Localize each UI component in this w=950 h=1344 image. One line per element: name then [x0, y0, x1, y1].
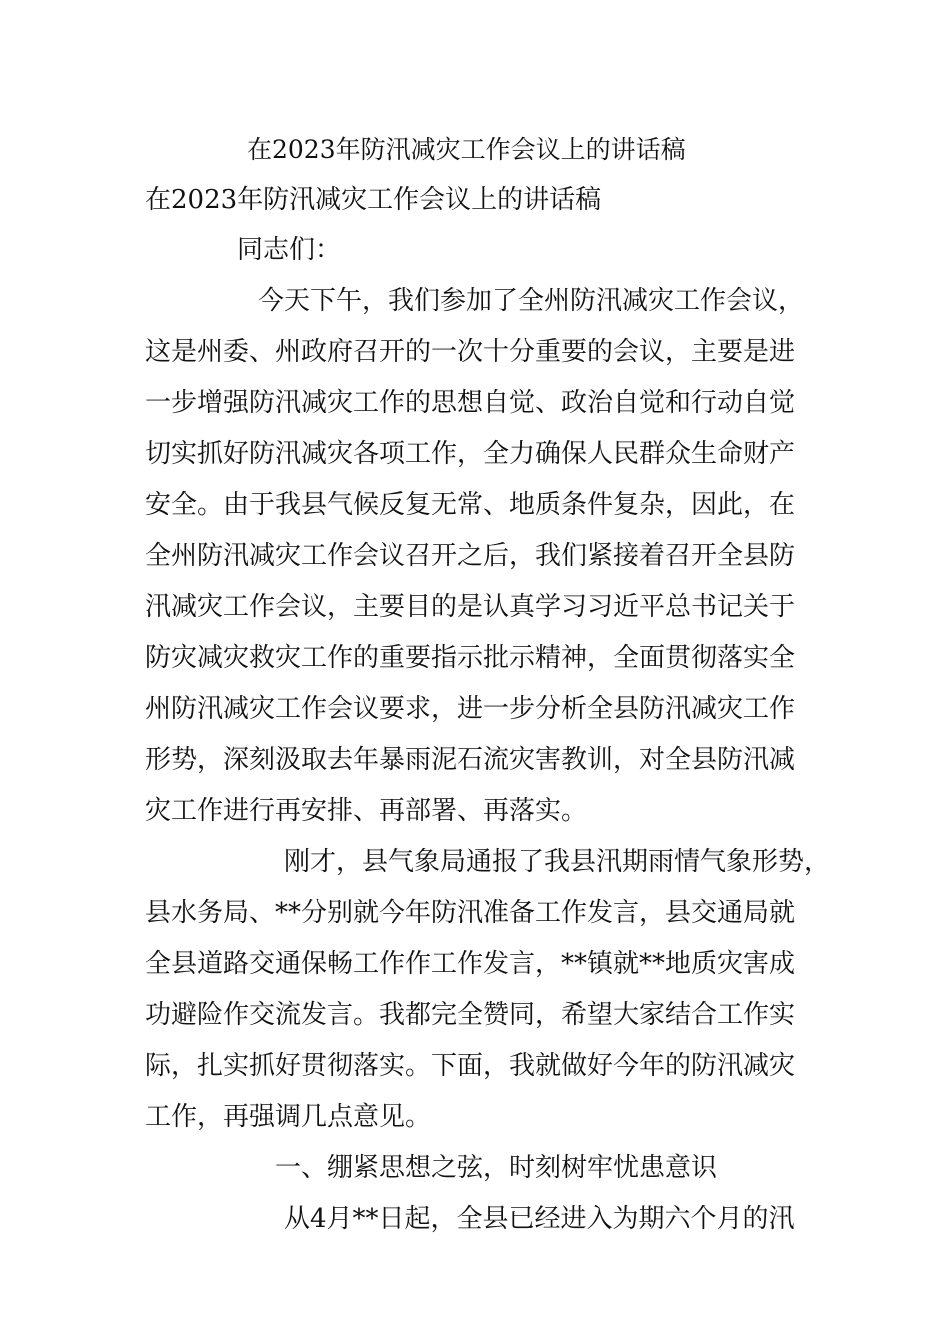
- paragraph-line: 切实抓好防汛减灾各项工作，全力确保人民群众生命财产: [145, 439, 796, 469]
- paragraph-line: 际，扎实抓好贯彻落实。下面，我就做好今年的防汛减灾: [145, 1051, 796, 1081]
- paragraph-line: 今天下午，我们参加了全州防汛减灾工作会议，: [258, 286, 805, 316]
- document-title: 在2023年防汛减灾工作会议上的讲话稿: [247, 135, 686, 164]
- paragraph-line: 县水务局、**分别就今年防汛准备工作发言，县交通局就: [145, 898, 796, 928]
- paragraph-line: 刚才，县气象局通报了我县汛期雨情气象形势，: [284, 847, 831, 877]
- paragraph-line: 全州防汛减灾工作会议召开之后，我们紧接着召开全县防: [145, 541, 796, 571]
- paragraph-line: 功避险作交流发言。我都完全赞同，希望大家结合工作实: [145, 1000, 796, 1030]
- paragraph-line: 安全。由于我县气候反复无常、地质条件复杂，因此，在: [145, 490, 796, 520]
- paragraph-line: 这是州委、州政府召开的一次十分重要的会议，主要是进: [145, 337, 796, 367]
- document-subtitle: 在2023年防汛减灾工作会议上的讲话稿: [145, 185, 602, 215]
- greeting: 同志们：: [237, 235, 342, 265]
- paragraph-line: 全县道路交通保畅工作作工作发言，**镇就**地质灾害成: [145, 949, 796, 979]
- paragraph-line: 灾工作进行再安排、再部署、再落实。: [145, 796, 588, 826]
- paragraph-line: 防灾减灾救灾工作的重要指示批示精神，全面贯彻落实全: [145, 643, 796, 673]
- paragraph-line: 汛减灾工作会议，主要目的是认真学习习近平总书记关于: [145, 592, 796, 622]
- paragraph-line: 州防汛减灾工作会议要求，进一步分析全县防汛减灾工作: [145, 694, 796, 724]
- paragraph-line: 从4月**日起，全县已经进入为期六个月的汛: [284, 1204, 795, 1234]
- paragraph-line: 一步增强防汛减灾工作的思想自觉、政治自觉和行动自觉: [145, 388, 796, 418]
- section-heading: 一、绷紧思想之弦，时刻树牢忧患意识: [275, 1153, 718, 1183]
- paragraph-line: 形势，深刻汲取去年暴雨泥石流灾害教训，对全县防汛减: [145, 745, 796, 775]
- paragraph-line: 工作，再强调几点意见。: [145, 1102, 432, 1132]
